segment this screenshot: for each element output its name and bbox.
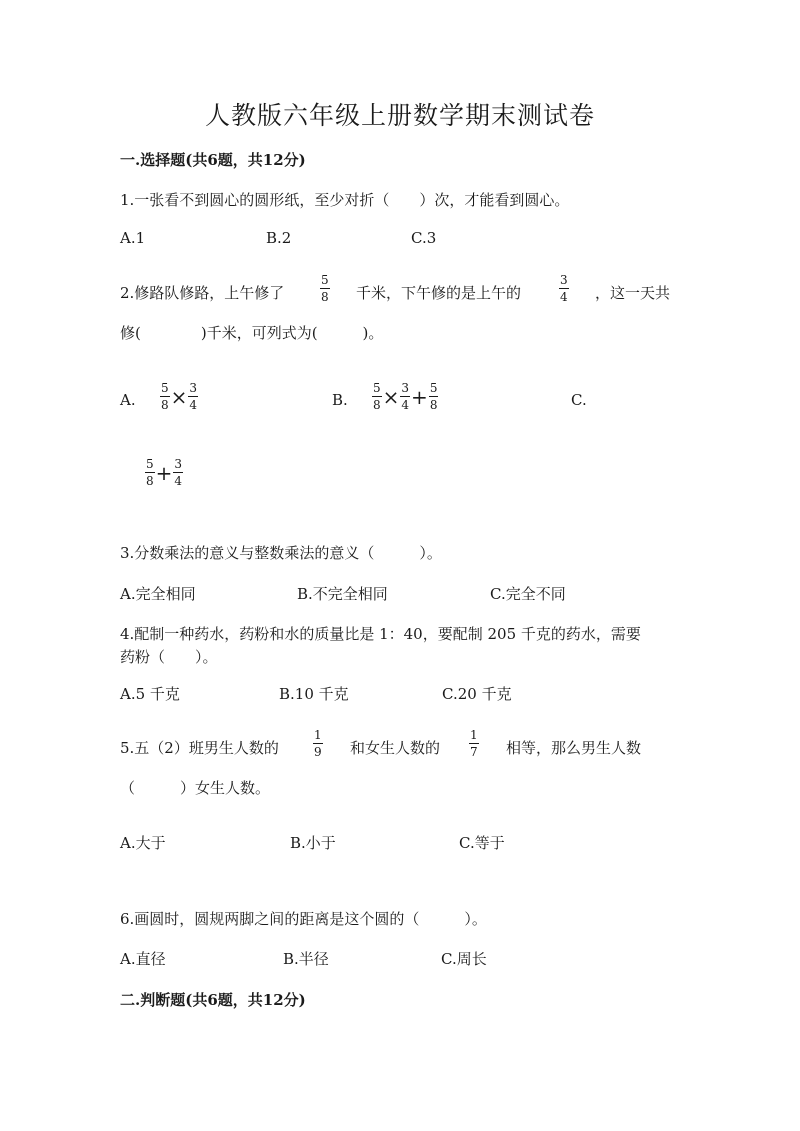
question-2-fraction-2: [559, 274, 569, 303]
question-5-option-a: A.大于: [120, 834, 166, 852]
question-3-text: 3.分数乘法的意义与整数乘法的意义（ ）。: [120, 544, 442, 562]
fraction-numerator: 1: [470, 728, 478, 742]
question-2-fraction-1: [320, 274, 330, 303]
question-6-text: 6.画圆时，圆规两脚之间的距离是这个圆的（ ）。: [120, 910, 487, 928]
section-heading-choice: 一.选择题(共6题，共12分): [120, 151, 306, 169]
question-4-option-b: B.10 千克: [279, 685, 349, 703]
question-5-option-b: B.小于: [290, 834, 336, 852]
question-5-fraction-1: [313, 729, 323, 758]
fraction-numerator: 5: [429, 381, 438, 395]
plus-operator: +: [155, 460, 173, 485]
question-6-option-c: C.周长: [441, 950, 487, 968]
times-operator: ×: [382, 384, 400, 409]
question-1-option-b: B.2: [266, 229, 292, 247]
question-5-part-2: 和女生人数的: [350, 739, 441, 757]
question-3-option-c: C.完全不同: [490, 585, 566, 603]
fraction-numerator: 5: [146, 457, 154, 471]
fraction-numerator: 3: [189, 381, 198, 395]
fraction-denominator: 8: [373, 398, 381, 412]
question-4-line-2: 药粉（ ）。: [120, 648, 218, 666]
question-5-fraction-2: [469, 729, 479, 758]
question-2-option-c-expression: [145, 458, 183, 487]
question-2-line-2: 修( )千米，可列式为( )。: [120, 324, 384, 342]
fraction-numerator: 1: [314, 728, 322, 742]
fraction-denominator: 8: [429, 398, 438, 412]
fraction-numerator: 3: [174, 457, 183, 471]
question-4-option-c: C.20 千克: [442, 685, 512, 703]
question-2-option-b-label: B.: [332, 391, 348, 409]
question-1-text: 1.一张看不到圆心的圆形纸，至少对折（ ）次，才能看到圆心。: [120, 191, 570, 209]
question-4-option-a: A.5 千克: [120, 685, 180, 703]
fraction-denominator: 8: [161, 398, 169, 412]
fraction-denominator: 4: [560, 290, 568, 304]
page-title: 人教版六年级上册数学期末测试卷: [204, 101, 595, 130]
fraction-denominator: 4: [401, 398, 410, 412]
fraction-numerator: 5: [373, 381, 381, 395]
question-3-option-b: B.不完全相同: [297, 585, 388, 603]
question-6-option-a: A.直径: [120, 950, 166, 968]
fraction-denominator: 8: [146, 474, 154, 488]
question-2-option-a-label: A.: [120, 391, 136, 409]
question-6-option-b: B.半径: [283, 950, 329, 968]
fraction-denominator: 4: [174, 474, 183, 488]
question-4-line-1: 4.配制一种药水，药粉和水的质量比是 1：40，要配制 205 千克的药水，需要: [120, 625, 641, 643]
times-operator: ×: [170, 384, 188, 409]
question-1-option-a: A.1: [120, 229, 146, 247]
fraction-numerator: 5: [161, 381, 169, 395]
question-2-part-3: ，这一天共: [595, 284, 671, 302]
question-2-option-a-expression: [160, 382, 198, 411]
fraction-denominator: 4: [189, 398, 198, 412]
fraction-numerator: 3: [401, 381, 410, 395]
question-5-option-c: C.等于: [459, 834, 505, 852]
fraction-numerator: 3: [560, 273, 568, 287]
question-5-line-2: （ ）女生人数。: [120, 779, 271, 797]
question-2-option-c-label: C.: [571, 391, 587, 409]
question-2-part-1: 2.修路队修路，上午修了: [120, 284, 285, 302]
fraction-denominator: 7: [470, 745, 478, 759]
fraction-numerator: 5: [321, 273, 329, 287]
plus-operator: +: [411, 384, 428, 409]
question-5-part-1: 5.五（2）班男生人数的: [120, 739, 279, 757]
question-1-option-c: C.3: [411, 229, 437, 247]
fraction-denominator: 8: [321, 290, 329, 304]
question-2-part-2: 千米，下午修的是上午的: [356, 284, 522, 302]
question-2-option-b-expression: [372, 382, 438, 411]
question-5-part-3: 相等，那么男生人数: [506, 739, 642, 757]
section-heading-judgement: 二.判断题(共6题，共12分): [120, 991, 306, 1009]
fraction-denominator: 9: [314, 745, 322, 759]
question-3-option-a: A.完全相同: [120, 585, 196, 603]
